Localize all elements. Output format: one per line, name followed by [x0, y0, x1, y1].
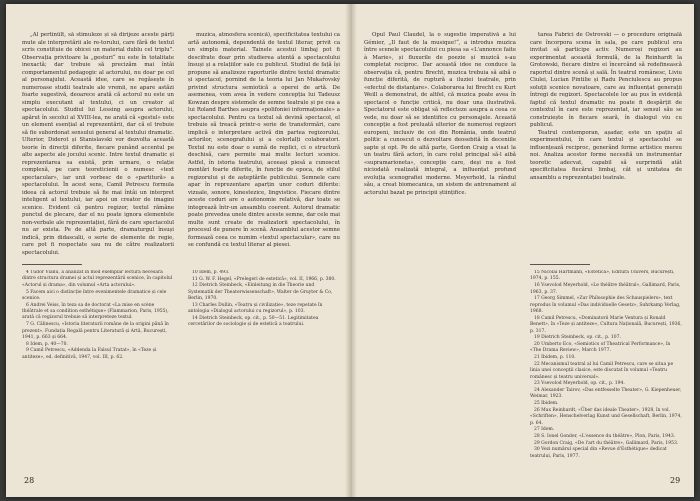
footnote: 9 Camil Petrescu, «Addenda la Falsul Tratat», în «Teze și antiteze», ed. definitivă, 1947, vol. III, p. 62. [22, 348, 157, 360]
footnote: 26 Max Reinhardt, «Über das ideale Theater», 1928, în vol. «Schriften», Henschelverlag Kunst und Gesellschaft, Berlin, 1974, p. 64. [530, 407, 682, 426]
book-gutter [345, 4, 357, 497]
right-page [364, 32, 682, 472]
left-page [22, 32, 340, 472]
footnote: 27 Idem. [534, 427, 555, 433]
left-page-col-1 [22, 32, 174, 260]
right-footnotes [364, 270, 682, 470]
footnote: 19 Dietrich Steinbeck, op. cit., p. 107. [534, 335, 621, 341]
footnote: 14 Dietrich Steinbeck, op. cit., p. 50—51. Legitimitatea cercetărilor de sociologie și de estetică a teatrului. [188, 316, 319, 328]
footnote: 13 Charles Dullin, «Teatru și civilizație», teze repetate în antologia «Dialogul actorului cu regizorul», p. 103. [188, 302, 323, 315]
footnote: 12 Dietrich Steinbeck, «Einleitung in die Theorie und Systematik der Theaterwissenschaft», Walter de Gruyter & Co, Berlin, 1970. [188, 283, 333, 302]
footnote: 10 Idem, p. 493. [192, 270, 230, 275]
left-footnotes-col-2 [188, 270, 340, 470]
left-page-col-2 [188, 32, 340, 260]
page-number-left: 28 [24, 476, 35, 485]
footnote: 21 Ibidem, p. 110. [534, 355, 576, 361]
footnote: 28 S. Ionel Gonder, «L'essence du théâtre», Plon, Paris, 1943. [534, 434, 676, 440]
footnote: 22 Mecanismul teatral al lui Camil Petrescu, care se situa pe linia unei concepții clasice, este discutat în volumul «Teatru românesc și teatru universal». [530, 361, 674, 380]
page-number-right: 29 [670, 476, 681, 485]
right-col-2-text-cont: Teatrul contemporan, așadar, este un spațiu al experimentului, în care textul și spectacolul se influențează reciproc, generând forme artistice mereu noi. Analiza acestor forme necesită un instrumentar teoretic adecvat, capabil să surprindă atât specificitatea fiecărui limbaj, cât și unitatea de ansamblu a reprezentației teatrale. [530, 129, 682, 181]
footnote: 17 Georg Simmel, «Zur Philosophie des Schauspielers», text reprodus în volumul «Das individuelle Gesetz», Suhrkamp Verlag, 1968. [530, 296, 681, 315]
footnote: 11 G. W. F. Hegel, «Prelegeri de estetică», vol. II, 1966, p. 380. [192, 276, 336, 282]
right-col-2-text: tarea Fabrici de Ostrovski — o procedure originală care încorpora scena în sala, pe care publicul era invitat să participe activ. Numeroși regizori au experimentat această formulă, de la Reinhardt la Grotowski, fiecare dintre ei încercând să redefinească raportul dintre scenă și sală. În teatrul românesc, Liviu Ciulei, Lucian Pintilie și Radu Penciulescu au propus soluții scenice novatoare, care au influențat generații întregi de regizori. Spectacolele lor au pus în evidență faptul că textul dramatic nu poate fi despărțit de contextul în care este reprezentat, iar sensul său se construiește în fiecare seară, în dialogul viu cu publicul. [530, 32, 682, 128]
footnote: 30 Vezi numărul special din «Revue d'Esthétique» dedicat teatrului, Paris, 1977. [530, 447, 667, 459]
footnote: 29 Gordon Craig, «De l'art du théâtre», Gallimard, Paris, 1953. [534, 440, 679, 446]
left-page-body [22, 32, 340, 260]
footnote: 23 Vsevolod Meyerhold, op. cit., p. 194. [534, 381, 625, 387]
right-page-col-2 [530, 32, 682, 260]
footnote: 20 Umberto Eco, «Semiotics of Theatrical Performance», în «The Drama Review», March 1977. [530, 341, 671, 354]
book-spread [6, 4, 694, 497]
footnote-rule [530, 264, 590, 265]
right-footnotes-col-2 [530, 270, 682, 470]
right-col-1-text: Opul Paul Claudel, la o sugestie imperativă a lui Gémier, „Il faut de la musique!“, a introdus muzica între scenele spectacolului cu piesa sa «L'annonce faite à Marie», și fluxurile de poezie și muzică s-au completat reciproc. Dar această idee ne conduce la observația că, pentru Brecht, muzica trebuia să aibă o funcție diferită, de ruptură a iluziei teatrale, prin «efectul de distanțare». Colaborarea lui Brecht cu Kurt Weill a demonstrat, de altfel, că muzica poate avea în spectacol o funcție critică, nu doar una ilustrativă. Spectatorul este obligat să reflecteze asupra a ceea ce vede, nu doar să se identifice cu personajele. Această concepție a fost preluată ulterior de numeroși regizori europeni, inclusiv de cei din România, unde teatrul politic a cunoscut o dezvoltare deosebită în deceniile șapte și opt. Pe de altă parte, Gordon Craig a visat la un teatru fără actori, în care rolul principal să-l aibă «supramarioneta», concepție care, deși nu a fost niciodată realizată integral, a influențat profund evoluția scenografiei moderne. Meyerhold, la rândul său, a creat biomecanica, un sistem de antrenament al actorului bazat pe principii științifice. [364, 32, 516, 196]
footnote-rule [22, 264, 82, 265]
footnote: 15 Nicolai Hartmann, «Estetica», Editura Univers, București, 1974, p. 155. [530, 270, 675, 282]
left-col-2-text: muzica, atmosfera scenică), specificitatea textului ca artă autonomă, dependentă de textul literar, privit ca un simplu material. Tainele acestui limbaj pot fi descifrate doar prin studierea atentă a spectacolului însuși și a relațiilor sale cu publicul. Studiul de față își propune să analizeze raporturile dintre textul dramatic și spectacol, pornind de la teoria lui Jan Mukařovský privind structura semiotică a operei de artă. De asemenea, vom avea în vedere concepția lui Tadeusz Kowzan despre sistemele de semne teatrale și pe cea a lui Roland Barthes asupra «polifoniei informaționale» a spectacolului. Pentru ca textul să devină spectacol, el trebuie să treacă printr-o serie de transformări, care implică o interpretare activă din partea regizorului, actorilor, scenografului și a celorlalți colaboratori. Textul nu este doar o sumă de replici, ci o structură deschisă, care permite mai multe lecturi scenice. Astfel, în istoria teatrului, aceeași piesă a cunoscut montări foarte diferite, în funcție de epoca, de stilul regizorului și de așteptările publicului. Semnele care apar în reprezentare aparțin unor coduri diferite: vizuale, sonore, kinestezice, lingvistice. Fiecare dintre aceste coduri are o autonomie relativă, dar toate se integrează într-un ansamblu coerent. Autorul dramatic poate prevedea unele dintre aceste semne, dar cele mai multe sunt create de realizatorii spectacolului, în procesul de punere în scenă. Ansamblul acestor semne formează ceea ce numim «textul spectacular», care nu se confundă cu textul literar al piesei. [188, 32, 340, 248]
left-footnotes [22, 270, 340, 470]
right-footnotes-col-1 [364, 270, 516, 470]
right-page-body [364, 32, 682, 260]
footnote: 4 Tudor Vianu, a analizat în mod exemplar lectura necesară dintre structura dramei și actul reprezentării scenice, în capitolul «Actorul și drama», din volumul «Arta actorului». [22, 270, 173, 288]
left-col-1-text: „Al pertinült, să stimuleze și să dirijeze aceste părți mute ale interpretării ale re-torului, care fără de textul scris constituie de obicei un material dublu cel triplu”. Observația privitoare la „gesturi“ nu este în totalitate inexactă; dar trebuie să precizăm mai întâi comportamentul pedagogic al actorului, nu doar pe cel al personajului. Această idee, care se regăsește în numeroase studii teatrale ale vremii, ne apare astăzi foarte sugestivă, deoarece arată că actorul nu este un simplu executant al textului, ci un creator al spectacolului. Studiul lui Lessing asupra actorului, apărut în secolul al XVIII-lea, ne arată că «gestul» este un element esențial al reprezentării, dar că el trebuie să fie subordonat sensului general al textului dramatic. Ulterior, Diderot și Stanislavski vor dezvolta această teorie în direcții diferite, fiecare punând accentul pe alte aspecte ale jocului scenic. Intre textul dramatic și reprezentarea sa există, prin urmare, o relație complexă, pe care teoreticienii o numesc «text spectacular», iar unii vorbesc de o «partitură» a spectacolului. În acest sens, Camil Petrescu formula ideea că actorul trebuie să fie mai întâi un interpret inteligent al textului, iar apoi un creator de imagini scenice. Evident că pentru regizor, textul rămâne punctul de plecare, dar el nu poate ignora elementele non-verbale ale reprezentației, fără de care spectacolul nu ar exista. Pe de altă parte, dramaturgul însuși indică, prin didascalii, o serie de elemente de regie, care pot fi respectate sau nu de către realizatorii spectacolului. [22, 32, 174, 256]
footnote: 24 Alexander Tairov, «Das entfesselte Theater», G. Kiepenheuer, Weimar, 1923. [530, 387, 682, 400]
footnote: 7 G. Călinescu, «Istoria literaturii române de la origini până în prezent», Fundația Regală pentru Literatură și Artă, București, 1941, p. 663 și 664. [22, 322, 169, 340]
footnote: 5 Facem aici o distincție între evenimentele dramatice și cele scenice. [22, 289, 167, 301]
left-footnotes-col-1 [22, 270, 174, 470]
footnote: 6 Andrei Veiss, în teza sa de doctorat «La mise en scène théâtrale et sa condition esthétique» (Flammarion, Paris, 1955), arată că regizorul trebuie să interpreteze textul. [22, 302, 169, 321]
footnote: 16 Vsevolod Meyerhold, «Le théâtre théâtral», Gallimard, Paris, 1963, p. 37. [530, 283, 681, 295]
footnote: 18 Camil Petrescu, «Dominatorii Marie Ventura și Ronald Benett», în «Teze și antiteze», Cultura Națională, București, 1936, p. 317. [530, 315, 682, 334]
footnote: 8 Idem, p. 40—70. [26, 341, 68, 347]
footnote: 25 Ibidem. [534, 401, 559, 407]
right-page-col-1 [364, 32, 516, 260]
